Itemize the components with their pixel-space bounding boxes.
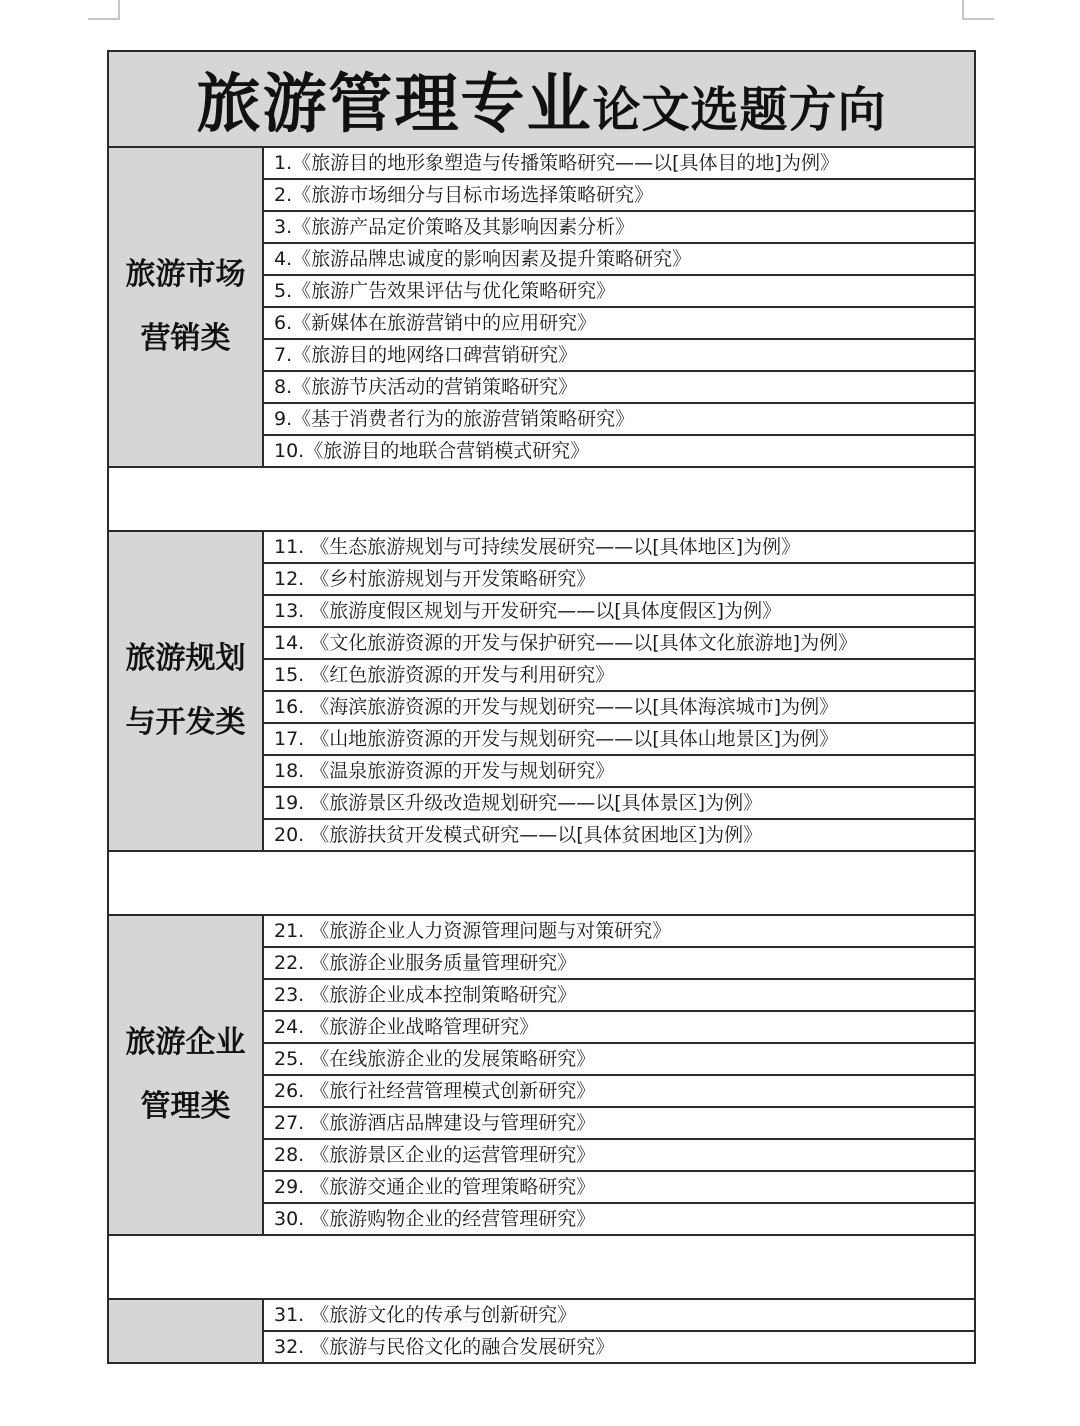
section-spacer — [108, 1235, 975, 1299]
category-label: 与开发类 — [125, 705, 246, 740]
category-label: 管理类 — [140, 1089, 231, 1124]
topic-item: 9.《基于消费者行为的旅游营销策略研究》 — [263, 403, 975, 435]
category-label: 旅游企业 — [125, 1025, 246, 1060]
topic-item: 29. 《旅游交通企业的管理策略研究》 — [263, 1171, 975, 1203]
topic-item: 24. 《旅游企业战略管理研究》 — [263, 1011, 975, 1043]
page-title — [108, 51, 975, 147]
topic-item: 16. 《海滨旅游资源的开发与规划研究——以[具体海滨城市]为例》 — [263, 691, 975, 723]
topic-item: 26. 《旅行社经营管理模式创新研究》 — [263, 1075, 975, 1107]
category-cell — [108, 531, 263, 851]
category-label: 旅游规划 — [125, 641, 246, 676]
section-spacer-row — [108, 1235, 975, 1299]
topic-item: 30. 《旅游购物企业的经营管理研究》 — [263, 1203, 975, 1235]
topic-row — [108, 915, 975, 947]
topic-item: 28. 《旅游景区企业的运营管理研究》 — [263, 1139, 975, 1171]
page-corner-mark-left — [88, 0, 120, 20]
topic-item: 19. 《旅游景区升级改造规划研究——以[具体景区]为例》 — [263, 787, 975, 819]
section-spacer-row — [108, 851, 975, 915]
topic-item: 17. 《山地旅游资源的开发与规划研究——以[具体山地景区]为例》 — [263, 723, 975, 755]
title-row — [108, 51, 975, 147]
topic-item: 32. 《旅游与民俗文化的融合发展研究》 — [263, 1331, 975, 1363]
title-sub: 论文选题方向 — [592, 82, 887, 138]
title-main: 旅游管理专业 — [196, 68, 593, 142]
topic-item: 4.《旅游品牌忠诚度的影响因素及提升策略研究》 — [263, 243, 975, 275]
topic-row — [108, 531, 975, 563]
topic-item: 15. 《红色旅游资源的开发与利用研究》 — [263, 659, 975, 691]
topic-item: 2.《旅游市场细分与目标市场选择策略研究》 — [263, 179, 975, 211]
topic-item: 25. 《在线旅游企业的发展策略研究》 — [263, 1043, 975, 1075]
topic-item: 8.《旅游节庆活动的营销策略研究》 — [263, 371, 975, 403]
topic-item: 22. 《旅游企业服务质量管理研究》 — [263, 947, 975, 979]
category-label: 营销类 — [140, 321, 231, 356]
topic-item: 23. 《旅游企业成本控制策略研究》 — [263, 979, 975, 1011]
topic-item: 3.《旅游产品定价策略及其影响因素分析》 — [263, 211, 975, 243]
section-spacer — [108, 467, 975, 531]
topic-item: 12. 《乡村旅游规划与开发策略研究》 — [263, 563, 975, 595]
section-spacer — [108, 851, 975, 915]
category-cell — [108, 1299, 263, 1363]
topic-item: 11. 《生态旅游规划与可持续发展研究——以[具体地区]为例》 — [263, 531, 975, 563]
section-spacer-row — [108, 467, 975, 531]
topic-item: 31. 《旅游文化的传承与创新研究》 — [263, 1299, 975, 1331]
topic-item: 1.《旅游目的地形象塑造与传播策略研究——以[具体目的地]为例》 — [263, 147, 975, 179]
topic-row — [108, 147, 975, 179]
topic-item: 7.《旅游目的地网络口碑营销研究》 — [263, 339, 975, 371]
topic-item: 14. 《文化旅游资源的开发与保护研究——以[具体文化旅游地]为例》 — [263, 627, 975, 659]
topic-item: 20. 《旅游扶贫开发模式研究——以[具体贫困地区]为例》 — [263, 819, 975, 851]
category-label: 旅游市场 — [125, 257, 246, 292]
topic-item: 6.《新媒体在旅游营销中的应用研究》 — [263, 307, 975, 339]
topic-row — [108, 1299, 975, 1331]
topic-item: 5.《旅游广告效果评估与优化策略研究》 — [263, 275, 975, 307]
page-corner-mark-right — [962, 0, 994, 20]
topics-table — [107, 50, 976, 1364]
category-cell — [108, 147, 263, 467]
topic-item: 10.《旅游目的地联合营销模式研究》 — [263, 435, 975, 467]
topic-item: 18. 《温泉旅游资源的开发与规划研究》 — [263, 755, 975, 787]
topic-item: 13. 《旅游度假区规划与开发研究——以[具体度假区]为例》 — [263, 595, 975, 627]
category-cell — [108, 915, 263, 1235]
topic-item: 27. 《旅游酒店品牌建设与管理研究》 — [263, 1107, 975, 1139]
topic-item: 21. 《旅游企业人力资源管理问题与对策研究》 — [263, 915, 975, 947]
